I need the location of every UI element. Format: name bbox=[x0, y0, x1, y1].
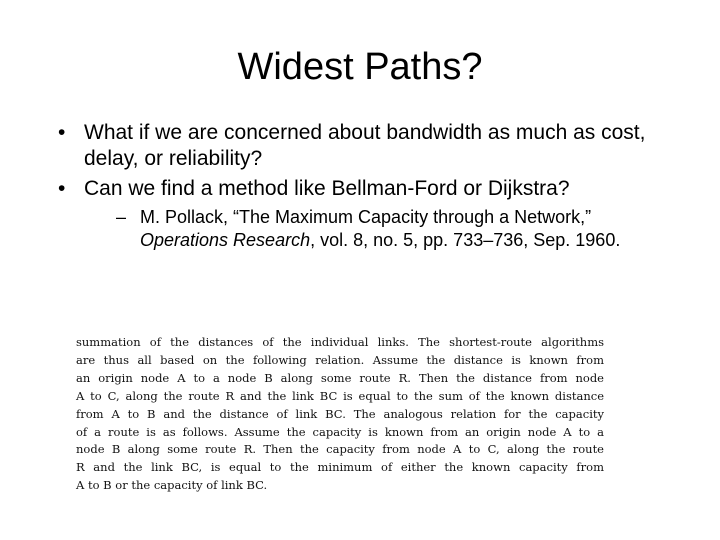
excerpt-line: R and the link BC, is equal to the minimum of either the known capacity from bbox=[76, 460, 604, 475]
slide-title: Widest Paths? bbox=[237, 46, 483, 88]
excerpt-line: from A to B and the distance of link BC. The analogous relation for the capacity bbox=[76, 406, 604, 421]
bullet-item bbox=[58, 176, 658, 252]
bullet-marker: • bbox=[58, 121, 66, 144]
excerpt-line: an origin node A to a node B along some route R. Then the distance from node bbox=[76, 370, 604, 385]
citation-item bbox=[116, 206, 658, 252]
excerpt-line: are thus all based on the following relation. Assume the distance is known from bbox=[76, 352, 604, 367]
bullet-item bbox=[58, 120, 658, 172]
bullet-list bbox=[58, 120, 658, 256]
bullet-text: Can we find a method like Bellman-Ford or Dijkstra? bbox=[84, 177, 570, 200]
citation-details: , vol. 8, no. 5, pp. 733–736, Sep. 1960. bbox=[310, 230, 621, 250]
paper-excerpt bbox=[76, 334, 604, 495]
excerpt-line: A to C, along the route R and the link BC is equal to the sum of the known distance bbox=[76, 388, 604, 403]
excerpt-line: summation of the distances of the individual links. The shortest-route algorithms bbox=[76, 335, 604, 349]
sub-bullet-marker: – bbox=[116, 207, 127, 227]
bullet-marker: • bbox=[58, 177, 66, 200]
citation-journal: Operations Research bbox=[140, 230, 311, 250]
citation-authors: M. Pollack, “The Maximum Capacity through a Network,” bbox=[140, 207, 592, 227]
excerpt-line: A to B or the capacity of link BC. bbox=[76, 478, 268, 493]
bullet-text: What if we are concerned about bandwidth as much as cost, delay, or reliability? bbox=[84, 121, 646, 170]
excerpt-line: node B along some route R. Then the capacity from node A to C, along the route bbox=[76, 442, 604, 457]
excerpt-line: of a route is as follows. Assume the capacity is known from an origin node A to a bbox=[76, 424, 604, 439]
